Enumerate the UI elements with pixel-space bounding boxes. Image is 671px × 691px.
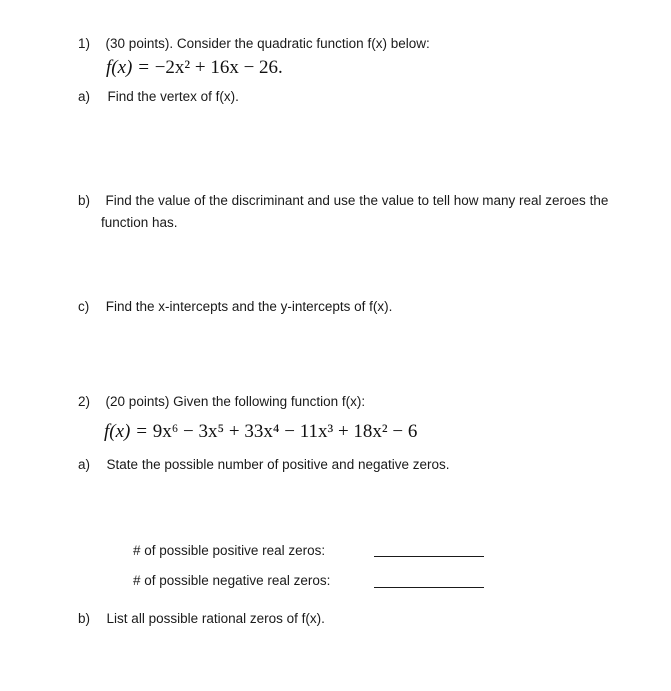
q1-number: 1) (78, 36, 91, 51)
q1b-line (78, 192, 608, 210)
q1-header: (30 points). Consider the quadratic function f(x) below: (105, 36, 430, 51)
q2-equation-lhs: f(x) = (104, 421, 153, 442)
q1b-text-line1: Find the value of the discriminant and use the value to tell how many real zeroes the (105, 193, 609, 208)
q1b-label: b) (78, 193, 91, 208)
q1-equation-lhs: f(x) = (106, 57, 155, 78)
q1-header-line (78, 35, 430, 53)
q2-equation (104, 421, 417, 443)
q2a-label: a) (78, 457, 91, 472)
q2-header: (20 points) Given the following function f(x): (105, 394, 366, 409)
q1c-line (78, 298, 392, 316)
q1c-label: c) (78, 299, 90, 314)
q1a-text: Find the vertex of f(x). (107, 89, 239, 104)
q1a-label: a) (78, 89, 91, 104)
q1-equation-rhs: −2x² + 16x − 26. (154, 57, 283, 78)
q1a-line (78, 88, 239, 106)
q2a-text: State the possible number of positive and negative zeros. (106, 457, 450, 472)
q2b-text: List all possible rational zeros of f(x). (106, 611, 325, 626)
q1c-text: Find the x-intercepts and the y-intercepts of f(x). (105, 299, 393, 314)
negative-zeros-answer-blank[interactable] (374, 587, 484, 588)
q2-equation-rhs: 9x⁶ − 3x⁵ + 33x⁴ − 11x³ + 18x² − 6 (152, 421, 418, 442)
q1-equation (106, 57, 283, 79)
q2-number: 2) (78, 394, 91, 409)
q1b-text-line2: function has. (101, 215, 178, 230)
positive-zeros-answer-blank[interactable] (374, 556, 484, 557)
q2b-line (78, 610, 325, 628)
negative-zeros-label: # of possible negative real zeros: (133, 573, 331, 588)
positive-zeros-label: # of possible positive real zeros: (133, 543, 326, 558)
q2-header-line (78, 393, 365, 411)
q1b-line2 (101, 214, 178, 232)
q2b-label: b) (78, 611, 91, 626)
q2a-line (78, 456, 450, 474)
